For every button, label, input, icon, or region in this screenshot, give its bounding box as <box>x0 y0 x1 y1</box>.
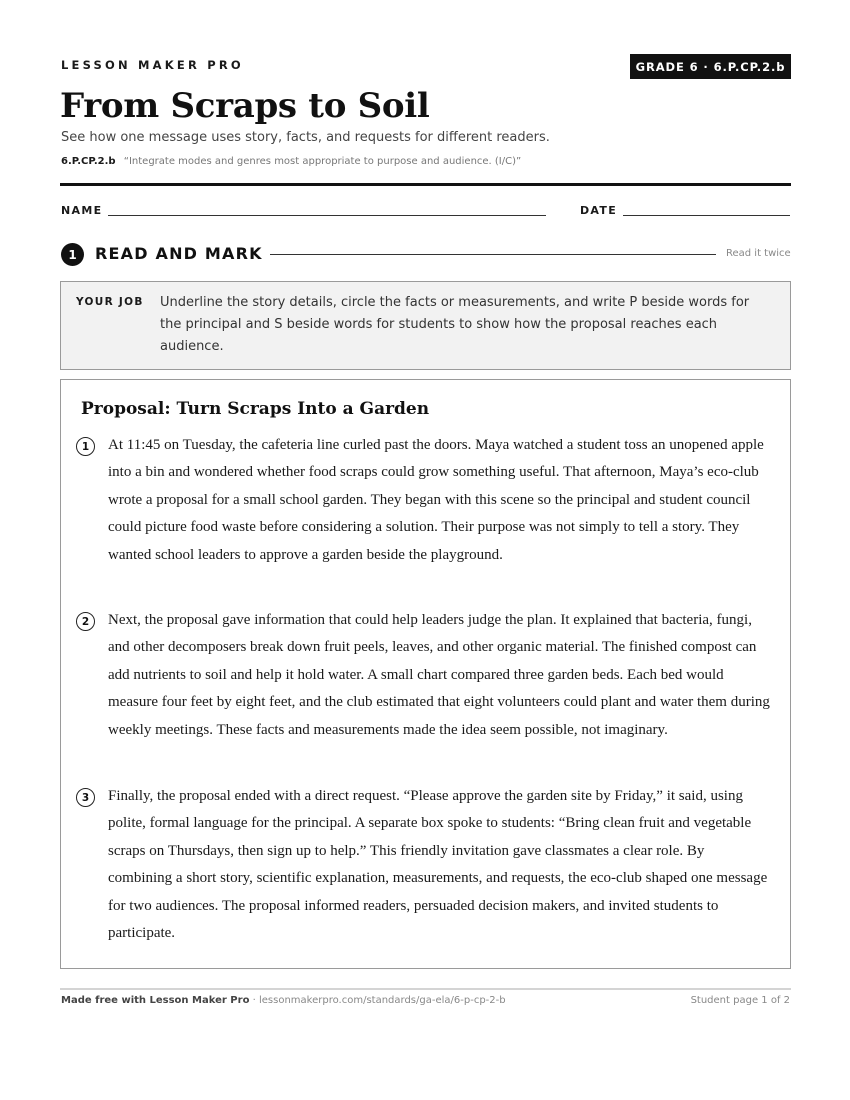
section-number-badge: 1 <box>61 243 84 266</box>
passage-box <box>60 379 791 969</box>
instructions-text: Underline the story details, circle the facts or measurements, and write P beside words for the principal and S beside words for students to show how the proposal reaches each audience. <box>160 295 750 354</box>
instructions-label: YOUR JOB <box>76 296 144 308</box>
page-number: Student page 1 of 2 <box>690 995 790 1006</box>
section-title: READ AND MARK <box>95 244 263 263</box>
paragraph-number-badge: 2 <box>76 612 95 631</box>
standard-code: 6.P.CP.2.b <box>61 156 116 167</box>
standard-line <box>61 156 521 167</box>
footer-separator: · <box>249 995 259 1006</box>
name-label: NAME <box>61 204 103 217</box>
paragraph-number-badge: 3 <box>76 788 95 807</box>
footer-credit: Made free with Lesson Maker Pro <box>61 995 250 1006</box>
paragraph-text: At 11:45 on Tuesday, the cafeteria line curled past the doors. Maya watched a student toss an unopened apple into a bin and wondered whether food scraps could grow something useful. That afternoon, Maya’s eco-club wrote a proposal for a small school garden. They began with this scene so the principal and student council could picture food waste before considering a solution. Their purpose was not simply to tell a story. They wanted school leaders to approve a garden beside the playground. <box>108 437 764 563</box>
passage-title: Proposal: Turn Scraps Into a Garden <box>81 399 430 419</box>
name-field-line[interactable] <box>108 215 546 216</box>
section-divider <box>270 254 716 255</box>
brand-name: LESSON MAKER PRO <box>61 58 244 72</box>
footer-credit-line <box>61 995 506 1006</box>
paragraph-text: Next, the proposal gave information that could help leaders judge the plan. It explained that bacteria, fungi, and other decomposers break down fruit peels, leaves, and other organic material. The finished compost can add nutrients to soil and help it hold water. A small chart compared three garden beds. Each bed would measure four feet by eight feet, and the club estimated that eight volunteers could plant and water them during weekly meetings. These facts and measurements made the idea seem possible, not imaginary. <box>108 612 770 738</box>
page-title: From Scraps to Soil <box>60 86 430 126</box>
footer-divider <box>60 988 791 990</box>
header-divider <box>60 183 791 186</box>
standard-text: “Integrate modes and genres most appropriate to purpose and audience. (I/C)” <box>123 156 522 167</box>
instructions-box <box>60 281 791 370</box>
date-label: DATE <box>580 204 618 217</box>
page-subtitle: See how one message uses story, facts, and requests for different readers. <box>61 130 550 145</box>
paragraph-number-badge: 1 <box>76 437 95 456</box>
paragraph-text: Finally, the proposal ended with a direct request. “Please approve the garden site by Friday,” it said, using polite, formal language for the principal. A separate box spoke to students: “Bring clean fruit and vegetable scraps on Thursdays, then sign up to help.” This friendly invitation gave classmates a clear role. By combining a short story, scientific explanation, measurements, and requests, the eco-club shaped one message for two audiences. The proposal informed readers, persuaded decision makers, and invited students to participate. <box>108 788 768 942</box>
section-hint: Read it twice <box>726 248 791 259</box>
date-field-line[interactable] <box>623 215 790 216</box>
grade-badge: GRADE 6 · 6.P.CP.2.b <box>630 54 791 79</box>
footer-url[interactable]: lessonmakerpro.com/standards/ga-ela/6-p-cp-2-b <box>258 995 506 1006</box>
